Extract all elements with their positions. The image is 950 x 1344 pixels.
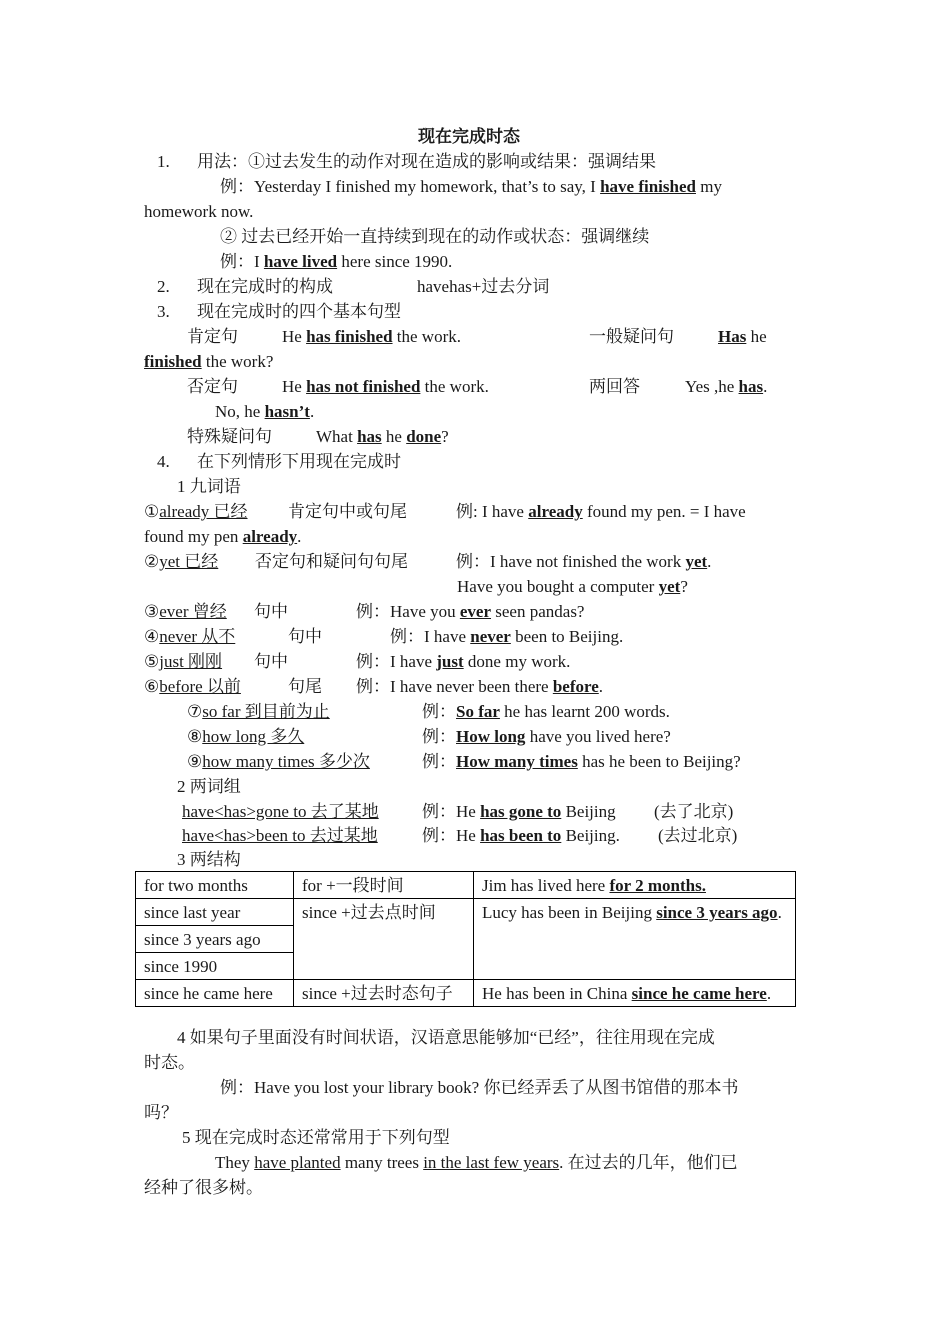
key-phrase: for 2 months. [609, 876, 706, 895]
negative-label: 否定句 [187, 377, 238, 396]
word-example [390, 626, 623, 648]
page-title: 现在完成时态 [418, 127, 520, 146]
key-phrase: yet [685, 552, 708, 571]
table-cell: for two months [136, 872, 294, 899]
phrase-example [422, 801, 616, 823]
item-marker: ④ [144, 627, 160, 646]
word-position: 否定句和疑问句句尾 [255, 552, 408, 571]
key-phrase: since 3 years ago [656, 903, 778, 922]
example-text: 例：He [422, 802, 481, 821]
subsection-1-heading: 1 九词语 [177, 477, 241, 496]
table-cell: since +过去点时间 [294, 899, 474, 980]
subsection-5-example [215, 1152, 738, 1174]
key-phrase: never [470, 627, 511, 646]
key-phrase: just [436, 652, 464, 671]
item-marker: ⑧ [187, 727, 203, 746]
key-phrase: hasn’t [264, 402, 310, 421]
word-so-far [187, 701, 330, 723]
example-text: Beijing. [561, 826, 620, 845]
example-text: Yes ,he [685, 377, 739, 396]
section-4-number: 4. [157, 452, 170, 471]
table-cell: since last year [136, 899, 294, 926]
phrase-gone-to: have<has>gone to 去了某地 [182, 802, 379, 821]
example-text: Jim has lived here [482, 876, 610, 895]
key-phrase: finished [144, 352, 202, 371]
subsection-4-example: 例：Have you lost your library book? 你已经弄丢了从图书馆借的那本书 [220, 1078, 739, 1097]
example-text: 例： [422, 702, 456, 721]
example-text: 例：I have never been there [356, 677, 553, 696]
example-text: my [695, 177, 722, 196]
word-how-long [187, 726, 304, 748]
section-2-number: 2. [157, 277, 170, 296]
example-text: been to Beijing. [510, 627, 624, 646]
key-phrase: How many times [456, 752, 578, 771]
section-1-heading: 用法：①过去发生的动作对现在造成的影响或结果：强调结果 [197, 152, 656, 171]
table-row [136, 899, 796, 926]
key-phrase: has gone to [480, 802, 562, 821]
phrase-example [422, 825, 620, 847]
word-term: before 以前 [159, 677, 241, 696]
word-term: yet 已经 [159, 552, 219, 571]
example-text: 例：I [220, 252, 264, 271]
table-cell: since +过去时态句子 [294, 980, 474, 1007]
word-term: already 已经 [159, 502, 248, 521]
word-example-continuation [144, 526, 301, 548]
word-term: how many times 多少次 [202, 752, 370, 771]
structure-table [135, 871, 796, 1007]
item-marker: ⑦ [187, 702, 203, 721]
example-text: . [707, 552, 712, 571]
key-phrase: have planted [254, 1153, 341, 1172]
word-ever [144, 601, 227, 623]
table-cell: since 3 years ago [136, 926, 294, 953]
example-text: 例：I have not finished the work [456, 552, 686, 571]
word-example [422, 726, 671, 748]
example-text: 例： [422, 727, 456, 746]
example-text: ? [680, 577, 688, 596]
example-text: Lucy has been in Beijing [482, 903, 657, 922]
table-cell: since 1990 [136, 953, 294, 980]
table-cell: since he came here [136, 980, 294, 1007]
word-just [144, 651, 222, 673]
key-phrase: done [406, 427, 442, 446]
word-already [144, 501, 248, 523]
example-text: done my work. [463, 652, 571, 671]
word-before [144, 676, 241, 698]
example-text: 例: I have [456, 502, 529, 521]
example-text: found my pen. = I have [582, 502, 746, 521]
key-phrase: So far [456, 702, 500, 721]
example-text: 例： [422, 752, 456, 771]
table-row [136, 872, 796, 899]
example-text: He [282, 377, 307, 396]
section-3-number: 3. [157, 302, 170, 321]
word-position: 句中 [254, 652, 288, 671]
example-text: . [598, 677, 604, 696]
section-4-heading: 在下列情形下用现在完成时 [197, 452, 401, 471]
use-2-heading: ② 过去已经开始一直持续到现在的动作或状态：强调继续 [220, 227, 650, 246]
key-phrase: already [528, 502, 583, 521]
example-text: many trees [340, 1153, 424, 1172]
word-example [356, 601, 584, 623]
item-marker: ① [144, 502, 160, 521]
key-phrase: before [552, 677, 599, 696]
example-text: the work. [420, 377, 489, 396]
example-text: have you lived here? [525, 727, 671, 746]
word-term: how long 多久 [202, 727, 305, 746]
word-example [422, 701, 670, 723]
example-text: They [215, 1153, 255, 1172]
example-text: . [763, 377, 768, 396]
subsection-4-example-continuation: 吗？ [144, 1103, 178, 1122]
example-text: 例：Have you [356, 602, 460, 621]
word-example [456, 551, 711, 573]
key-phrase: has [357, 427, 382, 446]
key-phrase: have lived [263, 252, 338, 271]
example-text: 例：I have [390, 627, 471, 646]
example-text: 例：I have [356, 652, 437, 671]
section-2-heading: 现在完成时的构成 [197, 277, 333, 296]
phrase-been-to: have<has>been to 去过某地 [182, 826, 378, 845]
example-text: here since 1990. [337, 252, 453, 271]
key-phrase: have finished [600, 177, 696, 196]
example-1-continuation: homework now. [144, 202, 254, 221]
word-term: so far 到目前为止 [202, 702, 330, 721]
word-example [356, 651, 570, 673]
word-term: just 刚刚 [159, 652, 223, 671]
example-text: . [766, 984, 772, 1003]
answers-label: 两回答 [589, 377, 640, 396]
key-phrase: already [242, 527, 298, 546]
section-3-heading: 现在完成时的四个基本句型 [197, 302, 401, 321]
subsection-4-continuation: 时态。 [144, 1053, 195, 1072]
subsection-5-heading: 5 现在完成时态还常常用于下列句型 [182, 1128, 450, 1147]
wh-question-label: 特殊疑问句 [187, 427, 272, 446]
example-text: . [297, 527, 302, 546]
answer-no [215, 401, 314, 423]
subsection-5-example-continuation: 经种了很多树。 [144, 1178, 263, 1197]
example-1-line [220, 176, 722, 198]
word-example [422, 751, 741, 773]
key-phrase: has not finished [306, 377, 421, 396]
subsection-3-heading: 3 两结构 [177, 850, 241, 869]
example-text: found my pen [144, 527, 243, 546]
word-example [456, 501, 746, 523]
word-position: 肯定句中或句尾 [288, 502, 407, 521]
key-phrase: in the last few years [423, 1153, 560, 1172]
question-label: 一般疑问句 [589, 327, 674, 346]
example-text: Have you bought a computer [457, 577, 659, 596]
word-never [144, 626, 235, 648]
key-phrase: Has [718, 327, 747, 346]
word-position: 句尾 [288, 677, 322, 696]
item-marker: ② [144, 552, 160, 571]
affirmative-example [282, 326, 461, 348]
example-text: . [777, 903, 782, 922]
item-marker: ③ [144, 602, 160, 621]
example-text: No, he [215, 402, 265, 421]
answer-yes [685, 376, 767, 398]
affirmative-label: 肯定句 [187, 327, 238, 346]
key-phrase: since he came here [631, 984, 767, 1003]
example-text: seen pandas? [491, 602, 585, 621]
example-text: he [381, 427, 407, 446]
word-example [356, 676, 603, 698]
example-text: he has learnt 200 words. [499, 702, 670, 721]
table-cell [474, 899, 796, 980]
table-cell [474, 872, 796, 899]
example-text: . [309, 402, 315, 421]
phrase-translation: (去了北京) [654, 802, 734, 821]
word-position: 句中 [254, 602, 288, 621]
word-term: never 从不 [159, 627, 236, 646]
item-marker: ⑥ [144, 677, 160, 696]
example-text: the work? [201, 352, 274, 371]
example-text: the work. [392, 327, 461, 346]
word-position: 句中 [288, 627, 322, 646]
example-text: he [746, 327, 767, 346]
table-cell [474, 980, 796, 1007]
example-2-line [220, 251, 452, 273]
example-text: What [316, 427, 358, 446]
word-example-2 [457, 576, 688, 598]
item-marker: ⑨ [187, 752, 203, 771]
formula: havehas+过去分词 [417, 277, 550, 296]
key-phrase: has [738, 377, 764, 396]
example-text: Beijing [561, 802, 616, 821]
example-text: ? [441, 427, 449, 446]
key-phrase: ever [459, 602, 492, 621]
example-text: . 在过去的几年，他们已 [559, 1153, 738, 1172]
example-text: 例：Yesterday I finished my homework, that’s to say, I [220, 177, 601, 196]
table-row [136, 980, 796, 1007]
key-phrase: has finished [306, 327, 393, 346]
example-text: has he been to Beijing? [577, 752, 741, 771]
section-1-number: 1. [157, 152, 170, 171]
table-cell: for +一段时间 [294, 872, 474, 899]
example-text: He has been in China [482, 984, 632, 1003]
phrase-translation: (去过北京) [658, 826, 738, 845]
question-example [718, 326, 767, 348]
word-how-many-times [187, 751, 370, 773]
question-example-continuation [144, 351, 273, 373]
subsection-4-heading: 4 如果句子里面没有时间状语，汉语意思能够加“已经”，往往用现在完成 [177, 1028, 715, 1047]
example-text: 例：He [422, 826, 481, 845]
word-term: ever 曾经 [159, 602, 227, 621]
item-marker: ⑤ [144, 652, 160, 671]
wh-question-example [316, 426, 449, 448]
negative-example [282, 376, 489, 398]
key-phrase: yet [658, 577, 681, 596]
key-phrase: How long [456, 727, 526, 746]
word-yet [144, 551, 218, 573]
key-phrase: has been to [480, 826, 562, 845]
subsection-2-heading: 2 两词组 [177, 777, 241, 796]
example-text: He [282, 327, 307, 346]
